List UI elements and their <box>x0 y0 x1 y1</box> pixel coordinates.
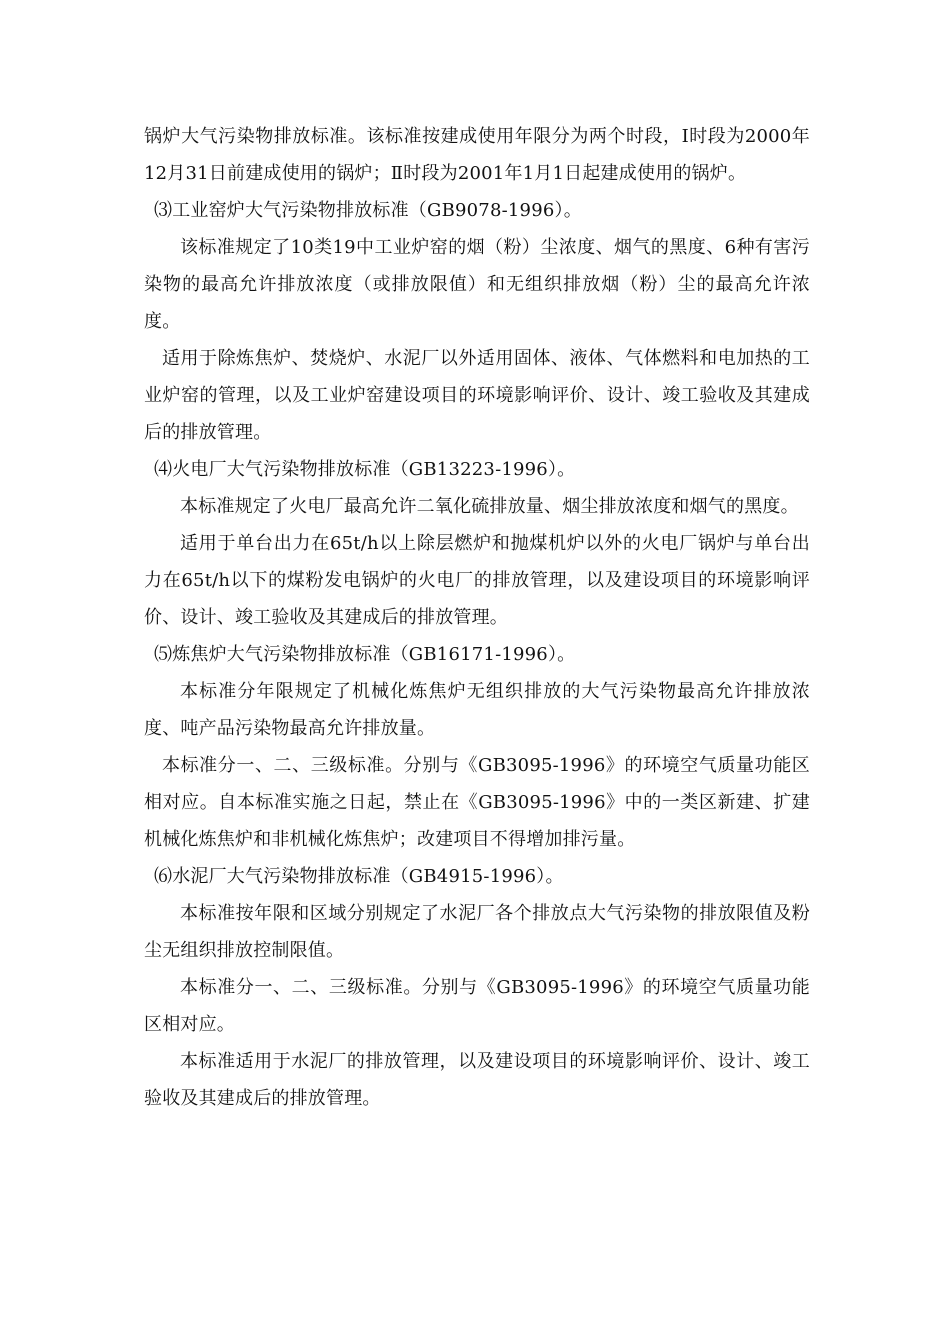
paragraph-thermal-power-applicability: 适用于单台出力在65t/h以上除层燃炉和抛煤机炉以外的火电厂锅炉与单台出力在65t/h以下的煤粉发电锅炉的火电厂的排放管理，以及建设项目的环境影响评价、设计、竣工验收及其建成后的排放管理。 <box>144 533 810 628</box>
heading-thermal-power-standard: ⑷火电厂大气污染物排放标准（GB13223-1996）。 <box>154 459 576 480</box>
paragraph-coke-oven-grades: 本标准分一、二、三级标准。分别与《GB3095-1996》的环境空气质量功能区相对应。自本标准实施之日起，禁止在《GB3095-1996》中的一类区新建、扩建机械化炼焦炉和非机械化炼焦炉；改建项目不得增加排污量。 <box>144 755 810 850</box>
heading-cement-plant-standard: ⑹水泥厂大气污染物排放标准（GB4915-1996）。 <box>154 866 564 887</box>
paragraph-cement-plant-applicability: 本标准适用于水泥厂的排放管理，以及建设项目的环境影响评价、设计、竣工验收及其建成后的排放管理。 <box>144 1051 810 1109</box>
document-body <box>144 118 810 1117</box>
paragraph-cement-plant-scope: 本标准按年限和区域分别规定了水泥厂各个排放点大气污染物的排放限值及粉尘无组织排放控制限值。 <box>144 903 810 961</box>
paragraph-cement-plant-grades: 本标准分一、二、三级标准。分别与《GB3095-1996》的环境空气质量功能区相对应。 <box>144 977 810 1035</box>
heading-coke-oven-standard: ⑸炼焦炉大气污染物排放标准（GB16171-1996）。 <box>154 644 576 665</box>
heading-industrial-kiln-standard: ⑶工业窑炉大气污染物排放标准（GB9078-1996）。 <box>154 200 582 221</box>
paragraph-industrial-kiln-applicability: 适用于除炼焦炉、焚烧炉、水泥厂以外适用固体、液体、气体燃料和电加热的工业炉窑的管理，以及工业炉窑建设项目的环境影响评价、设计、竣工验收及其建成后的排放管理。 <box>144 348 810 443</box>
paragraph-boiler-standard-periods: 锅炉大气污染物排放标准。该标准按建成使用年限分为两个时段，Ⅰ时段为2000年12月31日前建成使用的锅炉；Ⅱ时段为2001年1月1日起建成使用的锅炉。 <box>144 126 810 184</box>
paragraph-coke-oven-scope: 本标准分年限规定了机械化炼焦炉无组织排放的大气污染物最高允许排放浓度、吨产品污染物最高允许排放量。 <box>144 681 810 739</box>
paragraph-industrial-kiln-scope: 该标准规定了10类19中工业炉窑的烟（粉）尘浓度、烟气的黑度、6种有害污染物的最高允许排放浓度（或排放限值）和无组织排放烟（粉）尘的最高允许浓度。 <box>144 237 810 332</box>
paragraph-thermal-power-scope: 本标准规定了火电厂最高允许二氧化硫排放量、烟尘排放浓度和烟气的黑度。 <box>180 496 799 517</box>
